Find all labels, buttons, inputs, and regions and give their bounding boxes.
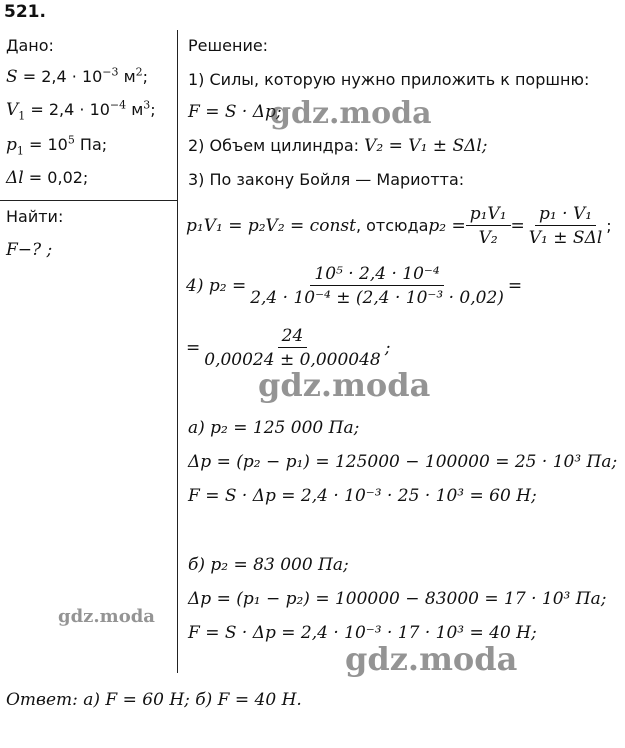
step2-line — [188, 136, 488, 156]
case-a-pressure: а) p₂ = 125 000 Па; — [188, 418, 360, 438]
fraction-p2-formula: $\frac{\text{p₁ · V₁}}{\text{V₁ ± SΔl}}$ — [528, 204, 603, 248]
given-divider — [0, 200, 177, 201]
step4-formula: 4) p₂ = $\frac{\text{10⁵ · 2,4 · 10⁻⁴}}{\text{2,4 · 10⁻⁴ ± (2,4 · 10⁻³ · 0,02)}}$ = — [186, 264, 523, 308]
answer-line: Ответ: а) F = 60 Н; б) F = 40 Н. — [6, 690, 302, 710]
step1-text: 1) Силы, которую нужно приложить к поршню: — [188, 70, 590, 89]
step4b-formula: = $\frac{24}{0,00024 \pm 0,000048}$ ; — [186, 326, 391, 370]
solution-header: Решение: — [188, 36, 269, 55]
case-b-pressure: б) p₂ = 83 000 Па; — [188, 555, 349, 575]
column-divider — [177, 30, 178, 673]
watermark-logo: gdz.moda — [345, 640, 518, 678]
step1-formula: F = S · Δp; — [188, 102, 282, 122]
step2-formula: V₂ = V₁ ± SΔl; — [364, 136, 488, 156]
find-header: Найти: — [6, 207, 64, 226]
watermark-logo: gdz.moda — [270, 96, 432, 131]
given-line-area: $S = 2,4 \cdot 10^{-3}$ $м^2$; — [6, 65, 149, 87]
fraction-step4b: $\frac{24}{0,00024 \pm 0,000048}$ — [204, 326, 381, 370]
find-line: F−? ; — [6, 240, 53, 260]
step3-formula: p₁V₁ = p₂V₂ = const , отсюда p₂ = $\frac{\text{p₁V₁}}{\text{V₂}}$ = $\frac{\text{p₁ · V₁}}{\text{V₁ ± SΔl}}$ ; — [186, 204, 612, 248]
watermark-logo: gdz.moda — [58, 606, 155, 627]
given-line-delta: Δl = 0,02; — [6, 168, 89, 188]
problem-number: 521. — [4, 2, 46, 22]
case-b-force: F = S · Δp = 2,4 · 10⁻³ · 17 · 10³ = 40 Н; — [188, 623, 537, 643]
step2-text: 2) Объем цилиндра: — [188, 136, 365, 155]
given-line-pressure: $p_1 = 10^5$ Па; — [6, 133, 108, 158]
case-a-force: F = S · Δp = 2,4 · 10⁻³ · 25 · 10³ = 60 Н; — [188, 486, 537, 506]
given-line-volume: $V_1 = 2,4 \cdot 10^{-4}$ $м^3$; — [6, 98, 156, 123]
fraction-step4: $\frac{\text{10⁵ · 2,4 · 10⁻⁴}}{\text{2,4 · 10⁻⁴ ± (2,4 · 10⁻³ · 0,02)}}$ — [250, 264, 504, 308]
case-b-delta: Δp = (p₁ − p₂) = 100000 − 83000 = 17 · 10³ Па; — [188, 589, 607, 609]
fraction-p1v1-v2: $\frac{\text{p₁V₁}}{\text{V₂}}$ — [466, 204, 511, 248]
given-header: Дано: — [6, 36, 54, 55]
watermark-logo: gdz.moda — [258, 366, 431, 404]
case-a-delta: Δp = (p₂ − p₁) = 125000 − 100000 = 25 · 10³ Па; — [188, 452, 618, 472]
step3-text: 3) По закону Бойля — Мариотта: — [188, 170, 465, 189]
